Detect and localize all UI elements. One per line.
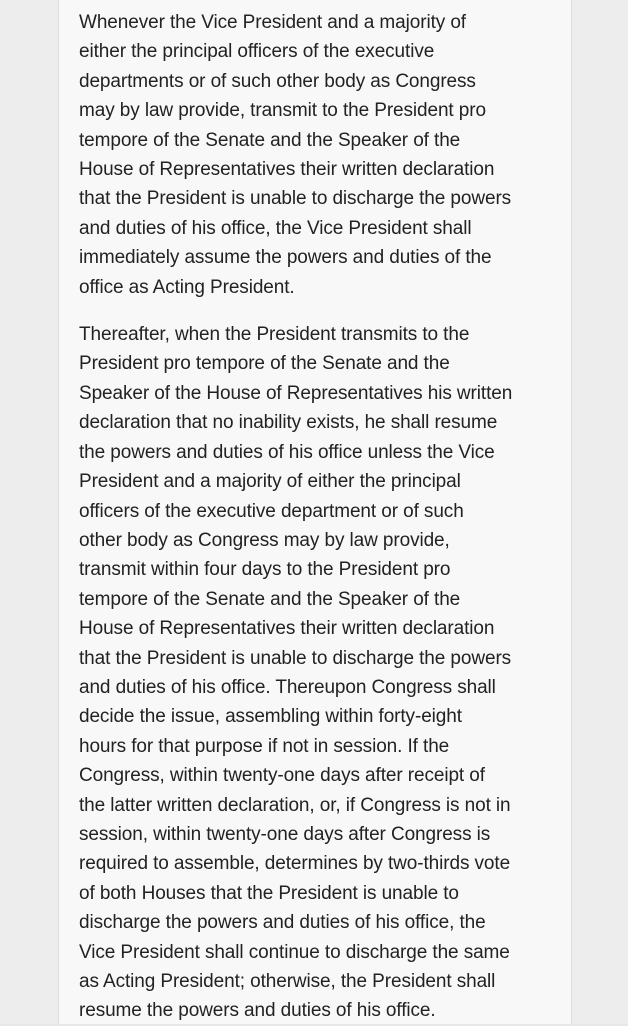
document-content [58,0,572,1024]
paragraph-2: Thereafter, when the President transmits to the President pro tempore of the Senate and the Speaker of the House of Representatives his written declaration that no inability exists, he shall resume the powers and duties of his office unless the Vice President and a majority of either the principal officers of the executive department or of such other body as Congress may by law provide, transmit within four days to the President pro tempore of the Senate and the Speaker of the House of Representatives their written declaration that the President is unable to discharge the powers and duties of his office. Thereupon Congress shall decide the issue, assembling within forty-eight hours for that purpose if not in session. If the Congress, within twenty-one days after receipt of the latter written declaration, or, if Congress is not in session, within twenty-one days after Congress is required to assemble, determines by two-thirds vote of both Houses that the President is unable to discharge the powers and duties of his office, the Vice President shall continue to discharge the same as Acting President; otherwise, the President shall resume the powers and duties of his office. [79,324,513,1022]
page-margin-left [0,0,58,1024]
page-margin-right [572,0,628,1024]
paragraph-1: Whenever the Vice President and a majority of either the principal officers of the executive departments or of such other body as Congress may by law provide, transmit to the President pro tempore of the Senate and the Speaker of the House of Representatives their written declaration that the President is unable to discharge the powers and duties of his office, the Vice President shall immediately assume the powers and duties of the office as Acting President. [79,12,512,298]
